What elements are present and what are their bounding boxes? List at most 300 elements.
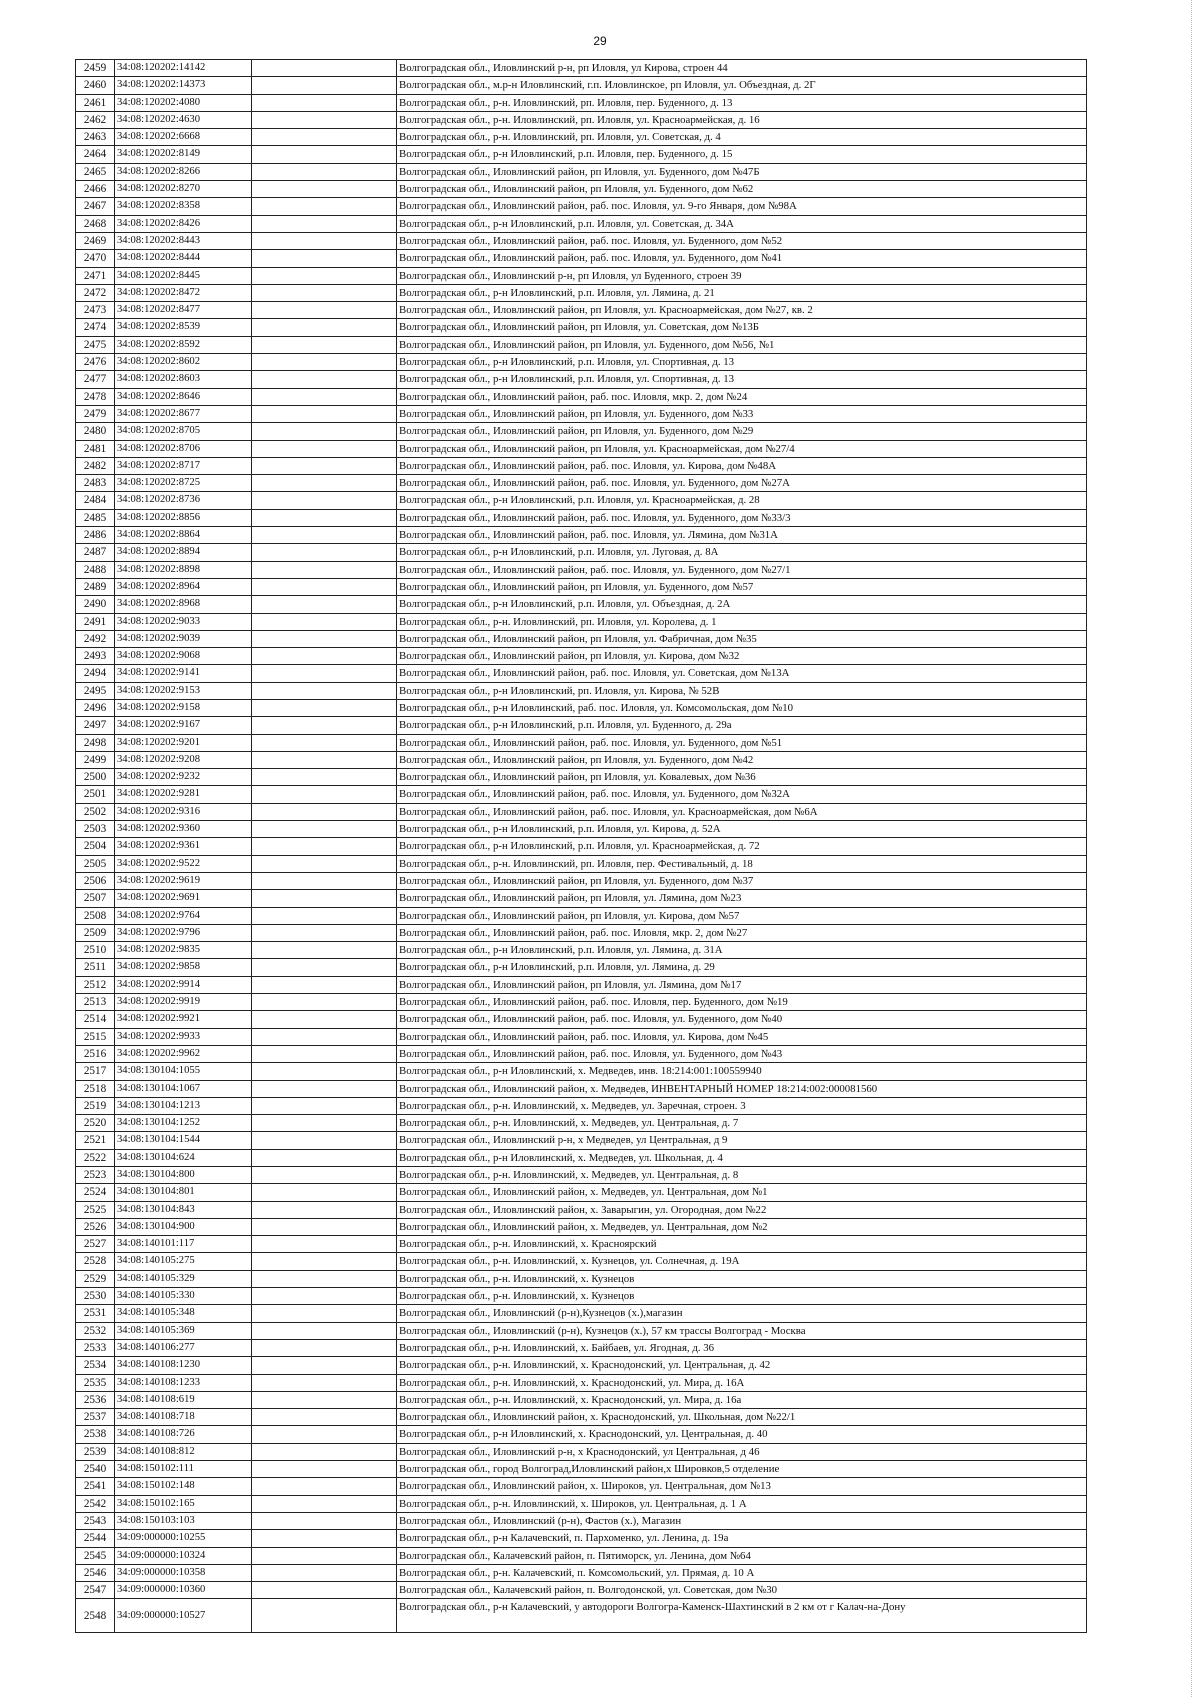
address-cell: Волгоградская обл., р-н Иловлинский, р.п. Иловля, ул. Спортивная, д. 13 — [397, 354, 1087, 371]
empty-cell — [252, 544, 397, 561]
empty-cell — [252, 1443, 397, 1460]
row-number-cell: 2523 — [76, 1167, 115, 1184]
cadastral-number-cell: 34:08:150103:103 — [115, 1512, 252, 1529]
table-row — [76, 1149, 1087, 1166]
row-number-cell: 2499 — [76, 751, 115, 768]
cadastral-number-cell: 34:08:120202:4080 — [115, 94, 252, 111]
cadastral-number-cell: 34:08:140108:726 — [115, 1426, 252, 1443]
address-cell: Волгоградская обл., р-н Иловлинский, р.п. Иловля, ул. Лямина, д. 29 — [397, 959, 1087, 976]
table-row — [76, 181, 1087, 198]
row-number-cell: 2475 — [76, 336, 115, 353]
empty-cell — [252, 734, 397, 751]
table-row — [76, 440, 1087, 457]
row-number-cell: 2460 — [76, 77, 115, 94]
cadastral-number-cell: 34:08:140105:330 — [115, 1288, 252, 1305]
address-cell: Волгоградская обл., город Волгоград,Иловлинский район,х Шировков,5 отделение — [397, 1461, 1087, 1478]
empty-cell — [252, 1374, 397, 1391]
row-number-cell: 2536 — [76, 1391, 115, 1408]
cadastral-number-cell: 34:08:120202:4630 — [115, 111, 252, 128]
address-cell: Волгоградская обл., Иловлинский район, раб. пос. Иловля, пер. Буденного, дом №19 — [397, 994, 1087, 1011]
cadastral-number-cell: 34:08:130104:624 — [115, 1149, 252, 1166]
empty-cell — [252, 907, 397, 924]
empty-cell — [252, 527, 397, 544]
table-row — [76, 1547, 1087, 1564]
row-number-cell: 2524 — [76, 1184, 115, 1201]
address-cell: Волгоградская обл., Иловлинский район, раб. пос. Иловля, ул. Буденного, дом №33/3 — [397, 509, 1087, 526]
address-cell: Волгоградская обл., Иловлинский район, рп Иловля, ул. Красноармейская, дом №27/4 — [397, 440, 1087, 457]
table-row — [76, 250, 1087, 267]
registry-table — [75, 59, 1087, 1633]
empty-cell — [252, 613, 397, 630]
empty-cell — [252, 198, 397, 215]
address-cell: Волгоградская обл., Иловлинский р-н, х Медведев, ул Центральная, д 9 — [397, 1132, 1087, 1149]
empty-cell — [252, 1184, 397, 1201]
empty-cell — [252, 821, 397, 838]
empty-cell — [252, 1045, 397, 1062]
table-row — [76, 976, 1087, 993]
cadastral-number-cell: 34:08:120202:9835 — [115, 942, 252, 959]
row-number-cell: 2495 — [76, 682, 115, 699]
cadastral-number-cell: 34:08:120202:8864 — [115, 527, 252, 544]
table-row — [76, 371, 1087, 388]
table-row — [76, 388, 1087, 405]
empty-cell — [252, 60, 397, 77]
empty-cell — [252, 1270, 397, 1287]
address-cell: Волгоградская обл., Иловлинский район, раб. пос. Иловля, ул. Красноармейская, дом №6А — [397, 803, 1087, 820]
empty-cell — [252, 250, 397, 267]
row-number-cell: 2504 — [76, 838, 115, 855]
address-cell: Волгоградская обл., р-н. Иловлинский, х. Кузнецов — [397, 1270, 1087, 1287]
cadastral-number-cell: 34:08:120202:9691 — [115, 890, 252, 907]
address-cell: Волгоградская обл., р-н. Иловлинский, х. Медведев, ул. Центральная, д. 8 — [397, 1167, 1087, 1184]
empty-cell — [252, 682, 397, 699]
row-number-cell: 2505 — [76, 855, 115, 872]
address-cell: Волгоградская обл., Иловлинский район, рп Иловля, ул. Красноармейская, дом №27, кв. 2 — [397, 302, 1087, 319]
empty-cell — [252, 94, 397, 111]
empty-cell — [252, 1028, 397, 1045]
empty-cell — [252, 803, 397, 820]
row-number-cell: 2483 — [76, 475, 115, 492]
empty-cell — [252, 129, 397, 146]
empty-cell — [252, 1478, 397, 1495]
row-number-cell: 2543 — [76, 1512, 115, 1529]
row-number-cell: 2497 — [76, 717, 115, 734]
empty-cell — [252, 336, 397, 353]
cadastral-number-cell: 34:08:130104:800 — [115, 1167, 252, 1184]
empty-cell — [252, 302, 397, 319]
empty-cell — [252, 1063, 397, 1080]
empty-cell — [252, 942, 397, 959]
row-number-cell: 2509 — [76, 924, 115, 941]
empty-cell — [252, 284, 397, 301]
cadastral-number-cell: 34:08:120202:9141 — [115, 665, 252, 682]
empty-cell — [252, 181, 397, 198]
row-number-cell: 2470 — [76, 250, 115, 267]
table-row — [76, 994, 1087, 1011]
table-row — [76, 1599, 1087, 1633]
row-number-cell: 2531 — [76, 1305, 115, 1322]
empty-cell — [252, 440, 397, 457]
empty-cell — [252, 1288, 397, 1305]
empty-cell — [252, 699, 397, 716]
empty-cell — [252, 855, 397, 872]
address-cell: Волгоградская обл., Иловлинский район, раб. пос. Иловля, ул. Советская, дом №13А — [397, 665, 1087, 682]
empty-cell — [252, 1357, 397, 1374]
row-number-cell: 2515 — [76, 1028, 115, 1045]
row-number-cell: 2533 — [76, 1339, 115, 1356]
table-row — [76, 1270, 1087, 1287]
table-row — [76, 1218, 1087, 1235]
row-number-cell: 2472 — [76, 284, 115, 301]
address-cell: Волгоградская обл., р-н Иловлинский, х. Краснодонский, ул. Центральная, д. 40 — [397, 1426, 1087, 1443]
empty-cell — [252, 890, 397, 907]
address-cell: Волгоградская обл., р-н. Иловлинский, х. Красноярский — [397, 1236, 1087, 1253]
cadastral-number-cell: 34:08:120202:9167 — [115, 717, 252, 734]
table-row — [76, 1495, 1087, 1512]
row-number-cell: 2467 — [76, 198, 115, 215]
row-number-cell: 2507 — [76, 890, 115, 907]
cadastral-number-cell: 34:08:120202:8539 — [115, 319, 252, 336]
cadastral-number-cell: 34:08:130104:1252 — [115, 1115, 252, 1132]
cadastral-number-cell: 34:08:120202:8270 — [115, 181, 252, 198]
cadastral-number-cell: 34:08:140105:329 — [115, 1270, 252, 1287]
table-row — [76, 786, 1087, 803]
cadastral-number-cell: 34:08:130104:1067 — [115, 1080, 252, 1097]
empty-cell — [252, 111, 397, 128]
row-number-cell: 2537 — [76, 1409, 115, 1426]
cadastral-number-cell: 34:09:000000:10360 — [115, 1582, 252, 1599]
address-cell: Волгоградская обл., р-н Иловлинский, р.п. Иловля, ул. Луговая, д. 8А — [397, 544, 1087, 561]
cadastral-number-cell: 34:08:150102:165 — [115, 1495, 252, 1512]
table-row — [76, 77, 1087, 94]
cadastral-number-cell: 34:08:120202:8677 — [115, 405, 252, 422]
address-cell: Волгоградская обл., р-н. Иловлинский, рп. Иловля, ул. Красноармейская, д. 16 — [397, 111, 1087, 128]
row-number-cell: 2520 — [76, 1115, 115, 1132]
address-cell: Волгоградская обл., Иловлинский район, раб. пос. Иловля, ул. Кирова, дом №45 — [397, 1028, 1087, 1045]
address-cell: Волгоградская обл., Иловлинский район, раб. пос. Иловля, мкр. 2, дом №24 — [397, 388, 1087, 405]
cadastral-number-cell: 34:09:000000:10527 — [115, 1599, 252, 1633]
cadastral-number-cell: 34:08:120202:8358 — [115, 198, 252, 215]
cadastral-number-cell: 34:08:140106:277 — [115, 1339, 252, 1356]
row-number-cell: 2498 — [76, 734, 115, 751]
table-row — [76, 699, 1087, 716]
row-number-cell: 2461 — [76, 94, 115, 111]
row-number-cell: 2488 — [76, 561, 115, 578]
table-row — [76, 146, 1087, 163]
table-row — [76, 405, 1087, 422]
address-cell: Волгоградская обл., Иловлинский район, раб. пос. Иловля, ул. 9-го Января, дом №98А — [397, 198, 1087, 215]
row-number-cell: 2508 — [76, 907, 115, 924]
cadastral-number-cell: 34:08:120202:9361 — [115, 838, 252, 855]
table-row — [76, 1443, 1087, 1460]
cadastral-number-cell: 34:08:130104:900 — [115, 1218, 252, 1235]
row-number-cell: 2500 — [76, 769, 115, 786]
address-cell: Волгоградская обл., Иловлинский район, раб. пос. Иловля, ул. Буденного, дом №51 — [397, 734, 1087, 751]
table-row — [76, 527, 1087, 544]
address-cell: Волгоградская обл., Иловлинский район, раб. пос. Иловля, ул. Буденного, дом №41 — [397, 250, 1087, 267]
cadastral-number-cell: 34:08:150102:111 — [115, 1461, 252, 1478]
empty-cell — [252, 596, 397, 613]
address-cell: Волгоградская обл., Иловлинский район, рп Иловля, ул. Ковалевых, дом №36 — [397, 769, 1087, 786]
row-number-cell: 2547 — [76, 1582, 115, 1599]
empty-cell — [252, 509, 397, 526]
table-row — [76, 163, 1087, 180]
table-row — [76, 613, 1087, 630]
table-row — [76, 682, 1087, 699]
cadastral-number-cell: 34:08:120202:9933 — [115, 1028, 252, 1045]
address-cell: Волгоградская обл., Иловлинский район, рп Иловля, ул. Буденного, дом №57 — [397, 578, 1087, 595]
cadastral-number-cell: 34:08:120202:14373 — [115, 77, 252, 94]
cadastral-number-cell: 34:08:120202:9201 — [115, 734, 252, 751]
empty-cell — [252, 457, 397, 474]
empty-cell — [252, 994, 397, 1011]
empty-cell — [252, 492, 397, 509]
address-cell: Волгоградская обл., Иловлинский (р-н), Кузнецов (х.), 57 км трассы Волгоград - Москва — [397, 1322, 1087, 1339]
cadastral-number-cell: 34:08:120202:9033 — [115, 613, 252, 630]
table-row — [76, 1461, 1087, 1478]
cadastral-number-cell: 34:08:120202:9360 — [115, 821, 252, 838]
address-cell: Волгоградская обл., Иловлинский район, рп Иловля, ул. Буденного, дом №33 — [397, 405, 1087, 422]
cadastral-number-cell: 34:08:120202:8444 — [115, 250, 252, 267]
cadastral-number-cell: 34:08:120202:8445 — [115, 267, 252, 284]
row-number-cell: 2465 — [76, 163, 115, 180]
address-cell: Волгоградская обл., Иловлинский район, раб. пос. Иловля, ул. Лямина, дом №31А — [397, 527, 1087, 544]
cadastral-number-cell: 34:08:130104:1055 — [115, 1063, 252, 1080]
address-cell: Волгоградская обл., р-н. Иловлинский, х. Кузнецов — [397, 1288, 1087, 1305]
empty-cell — [252, 976, 397, 993]
cadastral-number-cell: 34:08:130104:843 — [115, 1201, 252, 1218]
cadastral-number-cell: 34:09:000000:10324 — [115, 1547, 252, 1564]
row-number-cell: 2489 — [76, 578, 115, 595]
cadastral-number-cell: 34:08:120202:8602 — [115, 354, 252, 371]
cadastral-number-cell: 34:08:120202:9914 — [115, 976, 252, 993]
table-row — [76, 665, 1087, 682]
address-cell: Волгоградская обл., р-н. Иловлинский, рп. Иловля, пер. Буденного, д. 13 — [397, 94, 1087, 111]
cadastral-number-cell: 34:08:120202:8706 — [115, 440, 252, 457]
cadastral-number-cell: 34:08:130104:1544 — [115, 1132, 252, 1149]
address-cell: Волгоградская обл., Иловлинский район, раб. пос. Иловля, ул. Буденного, дом №40 — [397, 1011, 1087, 1028]
row-number-cell: 2519 — [76, 1097, 115, 1114]
table-row — [76, 198, 1087, 215]
row-number-cell: 2538 — [76, 1426, 115, 1443]
registry-table-body — [76, 60, 1087, 1633]
row-number-cell: 2545 — [76, 1547, 115, 1564]
row-number-cell: 2548 — [76, 1599, 115, 1633]
table-row — [76, 1582, 1087, 1599]
address-cell: Волгоградская обл., Калачевский район, п. Пятиморск, ул. Ленина, дом №64 — [397, 1547, 1087, 1564]
table-row — [76, 561, 1087, 578]
empty-cell — [252, 1253, 397, 1270]
cadastral-number-cell: 34:08:140108:812 — [115, 1443, 252, 1460]
empty-cell — [252, 578, 397, 595]
row-number-cell: 2522 — [76, 1149, 115, 1166]
table-row — [76, 1132, 1087, 1149]
cadastral-number-cell: 34:08:120202:6668 — [115, 129, 252, 146]
table-row — [76, 1201, 1087, 1218]
address-cell: Волгоградская обл., р-н. Иловлинский, рп. Иловля, пер. Фестивальный, д. 18 — [397, 855, 1087, 872]
row-number-cell: 2513 — [76, 994, 115, 1011]
table-row — [76, 924, 1087, 941]
table-row — [76, 336, 1087, 353]
row-number-cell: 2521 — [76, 1132, 115, 1149]
cadastral-number-cell: 34:08:120202:8426 — [115, 215, 252, 232]
cadastral-number-cell: 34:08:120202:9232 — [115, 769, 252, 786]
empty-cell — [252, 1391, 397, 1408]
cadastral-number-cell: 34:08:120202:8705 — [115, 423, 252, 440]
address-cell: Волгоградская обл., р-н Иловлинский, р.п. Иловля, ул. Буденного, д. 29а — [397, 717, 1087, 734]
empty-cell — [252, 163, 397, 180]
address-cell: Волгоградская обл., р-н Калачевский, у автодороги Волгогра-Каменск-Шахтинский в 2 км от г Калач-на-Дону — [397, 1599, 1087, 1633]
cadastral-number-cell: 34:08:120202:8964 — [115, 578, 252, 595]
empty-cell — [252, 648, 397, 665]
table-row — [76, 1339, 1087, 1356]
empty-cell — [252, 717, 397, 734]
address-cell: Волгоградская обл., Иловлинский район, раб. пос. Иловля, ул. Буденного, дом №27А — [397, 475, 1087, 492]
row-number-cell: 2493 — [76, 648, 115, 665]
cadastral-number-cell: 34:08:120202:9068 — [115, 648, 252, 665]
cadastral-number-cell: 34:08:140101:117 — [115, 1236, 252, 1253]
table-row — [76, 1512, 1087, 1529]
empty-cell — [252, 838, 397, 855]
address-cell: Волгоградская обл., Иловлинский район, раб. пос. Иловля, мкр. 2, дом №27 — [397, 924, 1087, 941]
empty-cell — [252, 786, 397, 803]
empty-cell — [252, 1582, 397, 1599]
address-cell: Волгоградская обл., р-н. Иловлинский, х. Медведев, ул. Заречная, строен. 3 — [397, 1097, 1087, 1114]
table-row — [76, 354, 1087, 371]
address-cell: Волгоградская обл., Калачевский район, п. Волгодонской, ул. Советская, дом №30 — [397, 1582, 1087, 1599]
empty-cell — [252, 232, 397, 249]
table-row — [76, 423, 1087, 440]
row-number-cell: 2526 — [76, 1218, 115, 1235]
address-cell: Волгоградская обл., Иловлинский район, раб. пос. Иловля, ул. Буденного, дом №43 — [397, 1045, 1087, 1062]
row-number-cell: 2487 — [76, 544, 115, 561]
address-cell: Волгоградская обл., р-н Иловлинский, рп. Иловля, ул. Кирова, № 52В — [397, 682, 1087, 699]
address-cell: Волгоградская обл., Иловлинский район, рп Иловля, ул. Лямина, дом №23 — [397, 890, 1087, 907]
table-row — [76, 1357, 1087, 1374]
empty-cell — [252, 1495, 397, 1512]
address-cell: Волгоградская обл., Иловлинский район, рп Иловля, ул. Лямина, дом №17 — [397, 976, 1087, 993]
empty-cell — [252, 1011, 397, 1028]
table-row — [76, 578, 1087, 595]
empty-cell — [252, 769, 397, 786]
table-row — [76, 215, 1087, 232]
row-number-cell: 2490 — [76, 596, 115, 613]
cadastral-number-cell: 34:08:120202:8477 — [115, 302, 252, 319]
row-number-cell: 2477 — [76, 371, 115, 388]
table-row — [76, 457, 1087, 474]
address-cell: Волгоградская обл., Иловлинский район, рп Иловля, ул. Буденного, дом №47Б — [397, 163, 1087, 180]
empty-cell — [252, 1167, 397, 1184]
empty-cell — [252, 1564, 397, 1581]
table-row — [76, 1426, 1087, 1443]
address-cell: Волгоградская обл., р-н. Иловлинский, рп. Иловля, ул. Королева, д. 1 — [397, 613, 1087, 630]
empty-cell — [252, 146, 397, 163]
table-row — [76, 717, 1087, 734]
address-cell: Волгоградская обл., Иловлинский район, х. Краснодонский, ул. Школьная, дом №22/1 — [397, 1409, 1087, 1426]
registry-table-wrapper — [75, 59, 1087, 1633]
table-row — [76, 855, 1087, 872]
row-number-cell: 2510 — [76, 942, 115, 959]
table-row — [76, 1236, 1087, 1253]
row-number-cell: 2541 — [76, 1478, 115, 1495]
empty-cell — [252, 267, 397, 284]
table-row — [76, 1080, 1087, 1097]
table-row — [76, 492, 1087, 509]
empty-cell — [252, 751, 397, 768]
address-cell: Волгоградская обл., Иловлинский район, раб. пос. Иловля, ул. Буденного, дом №52 — [397, 232, 1087, 249]
cadastral-number-cell: 34:08:120202:8725 — [115, 475, 252, 492]
cadastral-number-cell: 34:08:140105:369 — [115, 1322, 252, 1339]
cadastral-number-cell: 34:08:120202:9281 — [115, 786, 252, 803]
address-cell: Волгоградская обл., Иловлинский район, рп Иловля, ул. Буденного, дом №29 — [397, 423, 1087, 440]
table-row — [76, 838, 1087, 855]
address-cell: Волгоградская обл., Иловлинский р-н, х Краснодонский, ул Центральная, д 46 — [397, 1443, 1087, 1460]
row-number-cell: 2476 — [76, 354, 115, 371]
table-row — [76, 751, 1087, 768]
table-row — [76, 890, 1087, 907]
cadastral-number-cell: 34:08:120202:9764 — [115, 907, 252, 924]
table-row — [76, 821, 1087, 838]
table-row — [76, 1028, 1087, 1045]
table-row — [76, 544, 1087, 561]
address-cell: Волгоградская обл., р-н Иловлинский, р.п. Иловля, ул. Объездная, д. 2А — [397, 596, 1087, 613]
empty-cell — [252, 665, 397, 682]
empty-cell — [252, 319, 397, 336]
row-number-cell: 2480 — [76, 423, 115, 440]
empty-cell — [252, 1547, 397, 1564]
table-row — [76, 60, 1087, 77]
address-cell: Волгоградская обл., Иловлинский район, раб. пос. Иловля, ул. Буденного, дом №27/1 — [397, 561, 1087, 578]
cadastral-number-cell: 34:08:150102:148 — [115, 1478, 252, 1495]
table-row — [76, 1011, 1087, 1028]
address-cell: Волгоградская обл., Иловлинский (р-н), Фастов (х.), Магазин — [397, 1512, 1087, 1529]
table-row — [76, 302, 1087, 319]
table-row — [76, 959, 1087, 976]
row-number-cell: 2529 — [76, 1270, 115, 1287]
address-cell: Волгоградская обл., Иловлинский район, рп Иловля, ул. Буденного, дом №62 — [397, 181, 1087, 198]
cadastral-number-cell: 34:08:120202:9316 — [115, 803, 252, 820]
table-row — [76, 1097, 1087, 1114]
row-number-cell: 2471 — [76, 267, 115, 284]
empty-cell — [252, 872, 397, 889]
table-row — [76, 872, 1087, 889]
row-number-cell: 2532 — [76, 1322, 115, 1339]
row-number-cell: 2481 — [76, 440, 115, 457]
address-cell: Волгоградская обл., р-н. Иловлинский, х. Краснодонский, ул. Мира, д. 16а — [397, 1391, 1087, 1408]
row-number-cell: 2527 — [76, 1236, 115, 1253]
cadastral-number-cell: 34:08:120202:8646 — [115, 388, 252, 405]
cadastral-number-cell: 34:08:140105:275 — [115, 1253, 252, 1270]
table-row — [76, 509, 1087, 526]
cadastral-number-cell: 34:08:120202:8898 — [115, 561, 252, 578]
address-cell: Волгоградская обл., Иловлинский район, рп Иловля, ул. Фабричная, дом №35 — [397, 630, 1087, 647]
empty-cell — [252, 423, 397, 440]
empty-cell — [252, 77, 397, 94]
empty-cell — [252, 1461, 397, 1478]
row-number-cell: 2530 — [76, 1288, 115, 1305]
empty-cell — [252, 1115, 397, 1132]
table-row — [76, 1305, 1087, 1322]
row-number-cell: 2478 — [76, 388, 115, 405]
page-number: 29 — [593, 34, 607, 48]
row-number-cell: 2528 — [76, 1253, 115, 1270]
row-number-cell: 2506 — [76, 872, 115, 889]
cadastral-number-cell: 34:08:120202:9796 — [115, 924, 252, 941]
empty-cell — [252, 1322, 397, 1339]
row-number-cell: 2463 — [76, 129, 115, 146]
address-cell: Волгоградская обл., р-н. Иловлинский, х. Медведев, ул. Центральная, д. 7 — [397, 1115, 1087, 1132]
table-row — [76, 1115, 1087, 1132]
